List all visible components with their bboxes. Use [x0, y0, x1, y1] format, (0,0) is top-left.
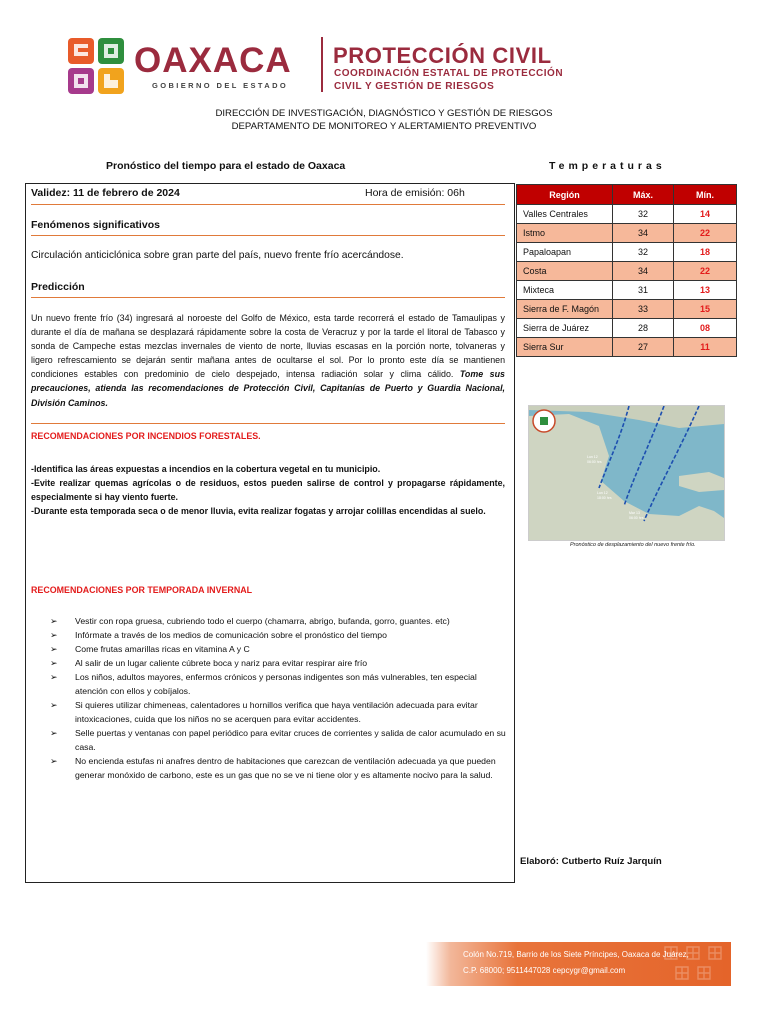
brand-subtitle: GOBIERNO DEL ESTADO [152, 81, 289, 90]
signature: Elaboró: Cutberto Ruíz Jarquín [520, 856, 662, 867]
min-cell: 11 [674, 338, 737, 357]
min-cell: 13 [674, 281, 737, 300]
min-cell: 18 [674, 243, 737, 262]
phenomena-text: Circulación anticiclónica sobre gran parte del país, nuevo frente frío acercándose. [31, 250, 404, 261]
max-cell: 32 [613, 243, 674, 262]
divider [31, 297, 505, 298]
min-cell: 08 [674, 319, 737, 338]
divider [31, 204, 505, 205]
list-item: -Evite realizar quemas agrícolas o de residuos, estos pueden salirse de control y propagarse rápidamente, especialmente si hay viento fuerte. [31, 478, 505, 503]
list-item [50, 628, 508, 642]
brand-name: OAXACA [134, 41, 292, 80]
list-item: -Identifica las áreas expuestas a incendios en la cobertura vegetal en tu municipio. [31, 464, 381, 474]
oaxaca-logo-icon [66, 36, 126, 96]
max-cell: 31 [613, 281, 674, 300]
arrow-bullet-icon: ➢ [50, 644, 58, 654]
arrow-bullet-icon: ➢ [50, 616, 58, 626]
min-cell: 22 [674, 262, 737, 281]
divider [31, 235, 505, 236]
map-label: Mar 13 [629, 511, 640, 515]
list-item-text: Al salir de un lugar caliente cúbrete boca y nariz para evitar respirar aire frío [75, 658, 368, 668]
max-cell: 28 [613, 319, 674, 338]
map-caption: Pronóstico de desplazamiento del nuevo frente frío. [570, 542, 696, 548]
table-row [517, 319, 737, 338]
arrow-bullet-icon: ➢ [50, 630, 58, 640]
prediction-body: Un nuevo frente frío (34) ingresará al noroeste del Golfo de México, esta tarde recorrerá el estado de Tamaulipas y durante el día de mañana se desplazará rápidamente sobre la costa de Veracruz y por la tarde el litoral de Tabasco y sonda de Campeche estas mezclas invernales de viento de norte, lluvias escasas en la porción norte, tolvaneras y ligero refrescamiento se dejarán sentir mañana antes de ocultarse el sol. Por lo pronto este día se mantienen condiciones estables con predominio de cielo despejado, intensa radiación solar y clima cálido. [31, 313, 505, 380]
list-item [50, 656, 508, 670]
list-item-text: No encienda estufas ni anafres dentro de habitaciones que carezcan de ventilación adecuada ya que pueden generar monóxido de carbono, este es un gas que no se ve ni tiene olor y es altamente nocivo para la salud. [75, 756, 496, 780]
map-label: 06:00 hrs [629, 516, 644, 520]
table-row [517, 262, 737, 281]
max-cell: 32 [613, 205, 674, 224]
prediction-text [31, 311, 505, 410]
temperatures-title: Temperaturas [549, 160, 666, 172]
region-cell: Sierra de Juárez [517, 319, 613, 338]
footer-address-line-2: C.P. 68000; 9511447028 cepcygr@gmail.com [463, 966, 626, 975]
max-cell: 27 [613, 338, 674, 357]
table-row [517, 338, 737, 357]
region-cell: Sierra Sur [517, 338, 613, 357]
prediction-heading: Predicción [31, 281, 85, 293]
agency-subtitle-1: COORDINACIÓN ESTATAL DE PROTECCIÓN [334, 68, 564, 79]
region-cell: Sierra de F. Magón [517, 300, 613, 319]
map-label: Lun 12 [587, 455, 598, 459]
footer-address-line-1: Colón No.719, Barrio de los Siete Príncipes, Oaxaca de Juárez, [463, 950, 689, 959]
wildfire-list [31, 462, 505, 518]
max-cell: 34 [613, 224, 674, 243]
column-header: Máx. [613, 185, 674, 205]
list-item [50, 670, 508, 698]
prediction-emphasis: Tome sus precauciones, atienda las recomendaciones de Protección Civil, Capitanías de Puerto y Guardia Nacional, División Caminos. [31, 369, 505, 408]
agency-subtitle-2: CIVIL Y GESTIÓN DE RIESGOS [334, 81, 495, 92]
column-header: Región [517, 185, 613, 205]
arrow-bullet-icon: ➢ [50, 700, 58, 710]
temperature-table [516, 184, 737, 357]
region-cell: Valles Centrales [517, 205, 613, 224]
region-cell: Papaloapan [517, 243, 613, 262]
list-item-text: Infórmate a través de los medios de comunicación sobre el pronóstico del tiempo [75, 630, 387, 640]
map-label: Lun 12 [597, 491, 608, 495]
arrow-bullet-icon: ➢ [50, 672, 58, 682]
region-cell: Costa [517, 262, 613, 281]
direction-line-1: DIRECCIÓN DE INVESTIGACIÓN, DIAGNÓSTICO Y GESTIÓN DE RIESGOS [215, 108, 553, 119]
list-item-text: Selle puertas y ventanas con papel periódico para evitar cruces de corrientes y salida de calor acumulado en su casa. [75, 728, 506, 752]
list-item [50, 698, 508, 726]
list-item: -Durante esta temporada seca o de menor lluvia, evita realizar fogatas y arrojar colillas encendidas al suelo. [31, 506, 486, 517]
forecast-title: Pronóstico del tiempo para el estado de Oaxaca [106, 160, 346, 172]
winter-heading: RECOMENDACIONES POR TEMPORADA INVERNAL [31, 585, 253, 595]
divider [31, 423, 505, 424]
table-row [517, 281, 737, 300]
winter-list [50, 614, 508, 782]
map-label: 18:00 hrs [597, 496, 612, 500]
cold-front-map [528, 405, 725, 541]
list-item-text: Come frutas amarillas ricas en vitamina A y C [75, 644, 250, 654]
arrow-bullet-icon: ➢ [50, 728, 58, 738]
region-cell: Mixteca [517, 281, 613, 300]
list-item-text: Si quieres utilizar chimeneas, calentadores u hornillos verifica que haya ventilación adecuada para evitar intoxicaciones, cuida que los niños no se acerquen para evitar accidentes. [75, 700, 478, 724]
arrow-bullet-icon: ➢ [50, 658, 58, 668]
region-cell: Istmo [517, 224, 613, 243]
arrow-bullet-icon: ➢ [50, 756, 58, 766]
column-header: Mín. [674, 185, 737, 205]
issue-time: Hora de emisión: 06h [365, 187, 465, 199]
wildfire-heading: RECOMENDACIONES POR INCENDIOS FORESTALES. [31, 431, 261, 441]
list-item [50, 642, 508, 656]
map-label: 06:00 hrs [587, 460, 602, 464]
header-divider [321, 37, 323, 92]
list-item-text: Los niños, adultos mayores, enfermos crónicos y personas indigentes son más vulnerables, ten especial atención con ellos y cobíjalos. [75, 672, 477, 696]
direction-line-2: DEPARTAMENTO DE MONITOREO Y ALERTAMIENTO PREVENTIVO [231, 121, 537, 132]
max-cell: 34 [613, 262, 674, 281]
phenomena-heading: Fenómenos significativos [31, 219, 160, 231]
pattern-icon [660, 942, 731, 986]
table-row [517, 205, 737, 224]
table-row [517, 224, 737, 243]
validity-date: Validez: 11 de febrero de 2024 [31, 187, 180, 199]
table-row [517, 243, 737, 262]
table-row [517, 300, 737, 319]
list-item [50, 726, 508, 754]
max-cell: 33 [613, 300, 674, 319]
list-item-text: Vestir con ropa gruesa, cubriendo todo el cuerpo (chamarra, abrigo, bufanda, gorro, guantes. etc) [75, 616, 450, 626]
min-cell: 22 [674, 224, 737, 243]
min-cell: 14 [674, 205, 737, 224]
list-item [50, 754, 508, 782]
list-item [50, 614, 508, 628]
agency-title: PROTECCIÓN CIVIL [333, 43, 552, 68]
min-cell: 15 [674, 300, 737, 319]
